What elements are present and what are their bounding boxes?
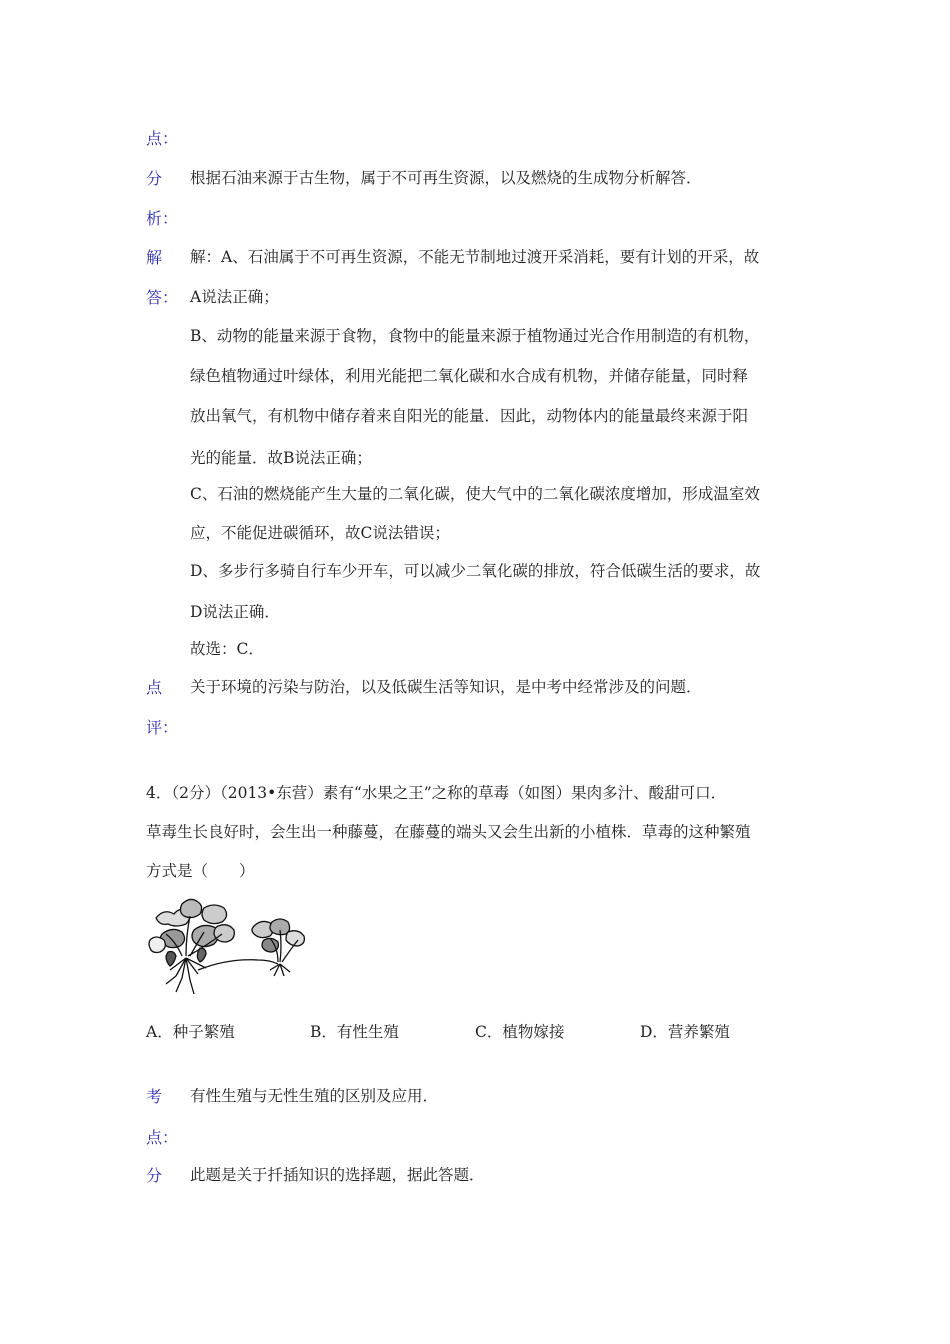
question-4-line-2: 草毒生长良好时，会生出一种藤蔓，在藤蔓的端头又会生出新的小植株．草毒的这种繁殖 [146,823,751,841]
label-dianping-1: 点 [146,678,163,697]
answer-line-4: 绿色植物通过叶绿体，利用光能把二氧化碳和水合成有机物，并储存能量，同时释 [190,367,749,385]
label-kaodian-1: 考 [146,1087,163,1106]
answer-line-8: 应，不能促进碳循环，故C说法错误； [190,524,450,542]
answer-line-11: 故选：C． [190,640,264,658]
strawberry-plant-figure [142,896,318,1014]
option-c[interactable]: C．植物嫁接 [475,1023,565,1041]
label-fenxi-2: 析： [146,209,179,228]
label-kaodian-tail: 点： [146,129,179,148]
answer-line-7: C、石油的燃烧能产生大量的二氧化碳，使大气中的二氧化碳浓度增加，形成温室效 [190,485,760,503]
label-fenxi-1: 分 [146,169,163,188]
answer-line-1: 解：A、石油属于不可再生资源，不能无节制地过渡开采消耗，要有计划的开采，故 [190,248,760,266]
label-fenxi-q4: 分 [146,1166,163,1185]
analysis-text-q4: 此题是关于扦插知识的选择题，据此答题． [190,1166,485,1184]
label-kaodian-2: 点： [146,1128,179,1147]
answer-line-10: D说法正确． [190,603,280,621]
answer-line-3: B、动物的能量来源于食物，食物中的能量来源于植物通过光合作用制造的有机物， [190,327,760,345]
answer-line-5: 放出氧气，有机物中储存着来自阳光的能量．因此，动物体内的能量最终来源于阳 [190,407,749,425]
label-dianping-2: 评： [146,718,179,737]
option-d[interactable]: D．营养繁殖 [640,1023,730,1041]
option-a[interactable]: A．种子繁殖 [146,1023,235,1041]
label-jieda-2: 答： [146,288,179,307]
kaodian-text: 有性生殖与无性生殖的区别及应用． [190,1087,439,1105]
comment-text-prev: 关于环境的污染与防治，以及低碳生活等知识，是中考中经常涉及的问题． [190,678,702,696]
answer-line-2: A说法正确； [190,288,279,306]
analysis-text-prev: 根据石油来源于古生物，属于不可再生资源，以及燃烧的生成物分析解答． [190,169,702,187]
question-4-line-3: 方式是（ ） [146,862,255,880]
label-jieda-1: 解 [146,248,163,267]
answer-line-6: 光的能量．故B说法正确； [190,449,372,467]
option-b[interactable]: B．有性生殖 [310,1023,399,1041]
answer-line-9: D、多步行多骑自行车少开车，可以减少二氧化碳的排放，符合低碳生活的要求，故 [190,562,761,580]
question-4-line-1: 4．（2分）（2013•东营）素有“水果之王”之称的草毒（如图）果肉多汁、酸甜可口． [146,784,727,802]
